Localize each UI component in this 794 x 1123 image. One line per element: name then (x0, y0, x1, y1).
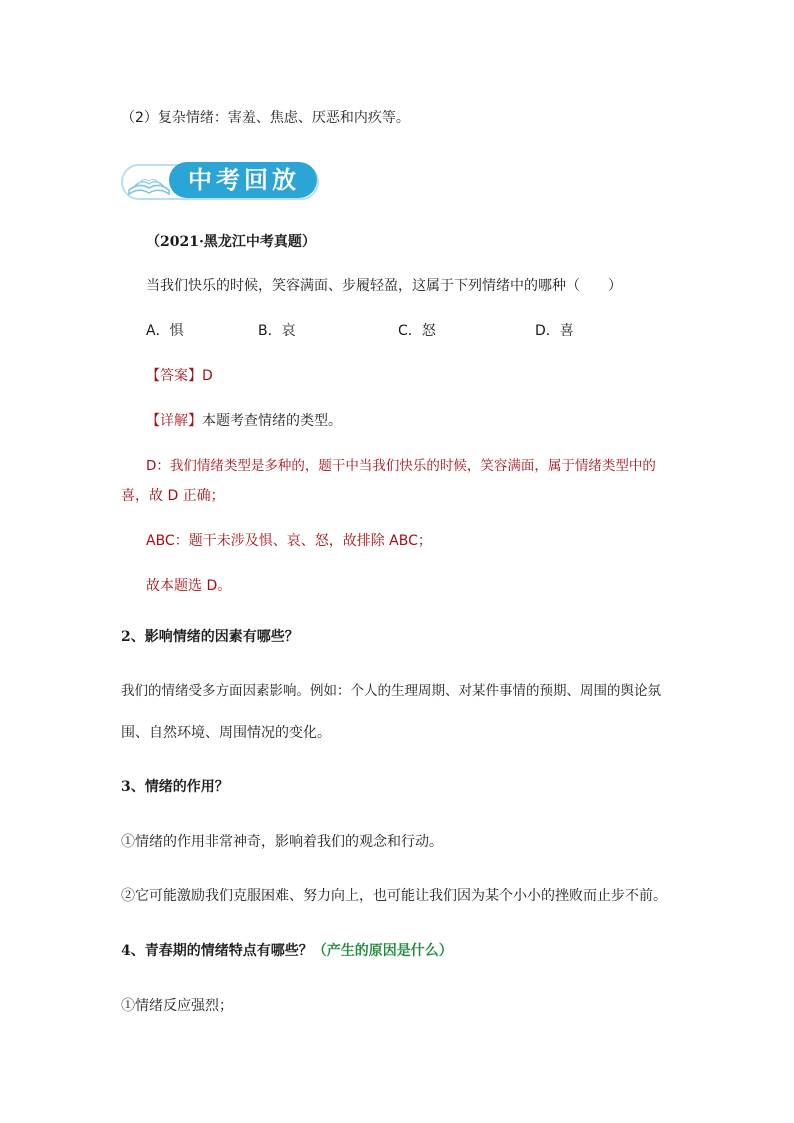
conclusion-value: D。 (206, 578, 232, 594)
banner-title: 中考回放 (188, 166, 300, 194)
explanation-line-2: 喜，故 D 正确； (121, 488, 225, 504)
explanation-text: 本题考查情绪的类型。 (202, 413, 342, 429)
section2-heading: 2、影响情绪的因素有哪些？ (121, 629, 299, 645)
section3-item-1: ①情绪的作用非常神奇，影响着我们的观念和行动。 (121, 834, 443, 850)
conclusion-prefix: 故本题选 (146, 578, 207, 594)
question-stem: 当我们快乐的时候，笑容满面、步履轻盈，这属于下列情绪中的哪种（ ） (146, 278, 622, 294)
section3-item-2: ②它可能激励我们克服困难、努力向上，也可能让我们因为某个小小的挫败而止步不前。 (121, 888, 667, 904)
explanation-line-1: D：我们情绪类型是多种的，题干中当我们快乐的时候，笑容满面，属于情绪类型中的 (146, 458, 656, 474)
option-b: B．哀 (258, 323, 296, 339)
open-book-icon (125, 170, 173, 196)
section4-heading: 4、青春期的情绪特点有哪些？ (121, 943, 313, 959)
option-d: D．喜 (535, 323, 574, 339)
section4-heading-note: （产生的原因是什么） (312, 943, 453, 959)
answer-value: D (202, 368, 213, 384)
explanation-line (146, 411, 342, 431)
option-c: C．怒 (398, 323, 436, 339)
section4-item-1: ①情绪反应强烈； (121, 998, 233, 1014)
explanation-label: 【详解】 (146, 413, 202, 429)
section2-line-2: 围、自然环境、周围情况的变化。 (121, 725, 331, 741)
section4-heading-line (121, 941, 453, 961)
section-banner (121, 158, 319, 202)
explanation-line-3: ABC：题干未涉及惧、哀、怒，故排除 ABC； (146, 533, 432, 549)
answer-label: 【答案】 (146, 368, 202, 384)
intro-line: （2）复杂情绪：害羞、焦虑、厌恶和内疚等。 (121, 110, 410, 126)
section3-heading: 3、情绪的作用？ (121, 779, 229, 795)
answer-line (146, 366, 213, 386)
conclusion-line (146, 576, 231, 596)
option-a: A．惧 (146, 323, 184, 339)
section2-line-1: 我们的情绪受多方面因素影响。例如：个人的生理周期、对某件事情的预期、周围的舆论氛 (121, 683, 661, 699)
question-source: （2021·黑龙江中考真题） (146, 234, 316, 250)
